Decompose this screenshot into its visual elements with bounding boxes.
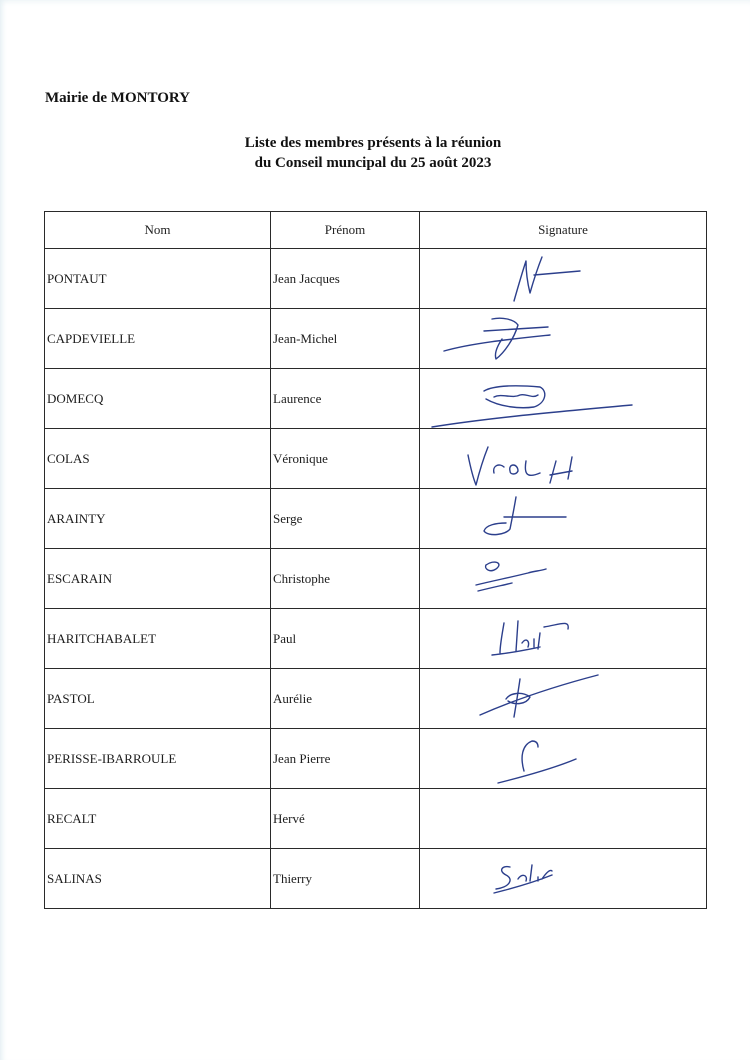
table-row bbox=[45, 249, 707, 309]
document-title bbox=[0, 133, 750, 173]
signature-mark bbox=[422, 729, 707, 788]
signature-mark bbox=[422, 309, 707, 368]
cell-prenom: Serge bbox=[271, 489, 420, 549]
signature-mark bbox=[422, 549, 707, 608]
column-header-prenom: Prénom bbox=[271, 212, 420, 249]
signature-mark bbox=[422, 489, 707, 548]
cell-prenom: Aurélie bbox=[271, 669, 420, 729]
cell-prenom: Jean-Michel bbox=[271, 309, 420, 369]
signature-mark bbox=[422, 609, 707, 668]
signature-cell bbox=[420, 609, 707, 669]
table-row bbox=[45, 369, 707, 429]
cell-nom: RECALT bbox=[45, 789, 271, 849]
cell-nom: HARITCHABALET bbox=[45, 609, 271, 669]
attendance-table bbox=[44, 211, 707, 909]
cell-nom: PASTOL bbox=[45, 669, 271, 729]
column-header-nom: Nom bbox=[45, 212, 271, 249]
column-header-signature: Signature bbox=[420, 212, 707, 249]
table-row bbox=[45, 489, 707, 549]
cell-prenom: Hervé bbox=[271, 789, 420, 849]
signature-mark bbox=[422, 849, 707, 908]
cell-prenom: Laurence bbox=[271, 369, 420, 429]
table-row bbox=[45, 429, 707, 489]
cell-nom: ESCARAIN bbox=[45, 549, 271, 609]
table-header-row bbox=[45, 212, 707, 249]
cell-prenom: Christophe bbox=[271, 549, 420, 609]
table-row bbox=[45, 609, 707, 669]
table-row bbox=[45, 729, 707, 789]
cell-prenom: Paul bbox=[271, 609, 420, 669]
signature-cell bbox=[420, 549, 707, 609]
cell-prenom: Jean Jacques bbox=[271, 249, 420, 309]
cell-prenom: Véronique bbox=[271, 429, 420, 489]
cell-nom: PONTAUT bbox=[45, 249, 271, 309]
signature-cell bbox=[420, 849, 707, 909]
signature-mark bbox=[422, 429, 707, 488]
title-line-1: Liste des membres présents à la réunion bbox=[244, 135, 502, 151]
table-row bbox=[45, 849, 707, 909]
cell-prenom: Thierry bbox=[271, 849, 420, 909]
table-row bbox=[45, 309, 707, 369]
cell-nom: PERISSE-IBARROULE bbox=[45, 729, 271, 789]
signature-cell bbox=[420, 309, 707, 369]
cell-nom: DOMECQ bbox=[45, 369, 271, 429]
signature-cell bbox=[420, 429, 707, 489]
signature-mark bbox=[422, 369, 707, 428]
cell-nom: CAPDEVIELLE bbox=[45, 309, 271, 369]
signature-cell bbox=[420, 369, 707, 429]
cell-nom: SALINAS bbox=[45, 849, 271, 909]
signature-cell bbox=[420, 249, 707, 309]
signature-cell bbox=[420, 489, 707, 549]
organization-name: Mairie de MONTORY bbox=[45, 90, 191, 106]
signature-mark bbox=[422, 249, 707, 308]
signature-cell bbox=[420, 669, 707, 729]
signature-cell bbox=[420, 729, 707, 789]
table-row bbox=[45, 789, 707, 849]
title-line-2: du Conseil muncipal du 25 août 2023 bbox=[254, 155, 492, 171]
signature-mark bbox=[422, 669, 707, 728]
cell-nom: COLAS bbox=[45, 429, 271, 489]
table-row bbox=[45, 549, 707, 609]
cell-prenom: Jean Pierre bbox=[271, 729, 420, 789]
table-row bbox=[45, 669, 707, 729]
cell-nom: ARAINTY bbox=[45, 489, 271, 549]
signature-cell-empty bbox=[420, 789, 707, 849]
